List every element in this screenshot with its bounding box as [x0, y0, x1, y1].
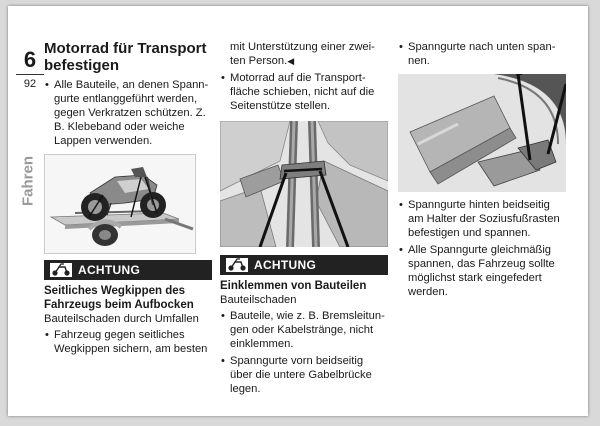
warning-label: ACHTUNG: [254, 258, 317, 272]
column-2: [220, 40, 388, 399]
chapter-number: 6: [23, 47, 37, 72]
motorcycle-warning-icon: [226, 258, 248, 272]
manual-page: [8, 6, 588, 416]
list-item: • Bauteile, wie z. B. Bremsleitun-gen oder Kabelstränge, nicht einklemmen.: [220, 309, 388, 351]
bullet-list: [398, 40, 566, 68]
bullet-list: [220, 71, 388, 113]
page-number: 92: [23, 78, 37, 90]
warning-title: Seitliches Wegkippen des Fahrzeugs beim Aufbocken: [44, 285, 194, 311]
section-label: Fahren: [19, 155, 37, 207]
warning-banner: [44, 260, 212, 280]
end-of-instruction-icon: ◀: [287, 56, 295, 66]
warning-banner: [220, 255, 388, 275]
rear-strap-image: [398, 74, 566, 192]
list-item: • Alle Spanngurte gleichmäßig spannen, das Fahrzeug sollte möglichst stark eingefedert werden.: [398, 243, 566, 299]
list-item: • Spanngurte vorn beidseitig über die untere Gabelbrücke legen.: [220, 354, 388, 396]
warning-subtitle: Bauteilschaden: [220, 294, 297, 306]
list-item: • Alle Bauteile, an denen Spann-gurte entlanggeführt werden, gegen Verkratzen schützen. Z. B. Klebeband oder weiche Lappen verwenden.: [44, 78, 212, 148]
list-item: • Spanngurte nach unten span-nen.: [398, 40, 566, 68]
continued-text: [220, 40, 388, 68]
section-tab: [14, 156, 42, 206]
rear-strap-illustration: [398, 74, 566, 192]
continued-text-body: mit Unterstützung einer zwei-ten Person.: [230, 41, 375, 67]
warning-subtitle: Bauteilschaden durch Umfallen: [44, 313, 199, 325]
front-fork-strap-image: [220, 121, 388, 247]
page-title: Motorrad für Transport befestigen: [44, 40, 207, 74]
warning-bullets: [44, 328, 212, 356]
column-1: [44, 40, 212, 359]
motorcycle-on-trailer-image: [45, 155, 195, 253]
column-3: [398, 40, 566, 302]
warning-title: Einklemmen von Bauteilen: [220, 280, 367, 292]
list-item: • Fahrzeug gegen seitliches Wegkippen sichern, am besten: [44, 328, 212, 356]
warning-label: ACHTUNG: [78, 263, 141, 277]
list-item: • Spanngurte hinten beidseitig am Halter der Soziusfußrasten befestigen und spannen.: [398, 198, 566, 240]
warning-bullets: [220, 309, 388, 396]
front-fork-strap-illustration: [220, 121, 388, 247]
list-item: • Motorrad auf die Transport-fläche schieben, nicht auf die Seitenstütze stellen.: [220, 71, 388, 113]
bullet-list: [398, 198, 566, 299]
motorcycle-on-trailer-illustration: [44, 154, 196, 254]
chapter-divider: [16, 74, 44, 75]
motorcycle-warning-icon: [50, 263, 72, 277]
bullet-list: [44, 78, 212, 148]
